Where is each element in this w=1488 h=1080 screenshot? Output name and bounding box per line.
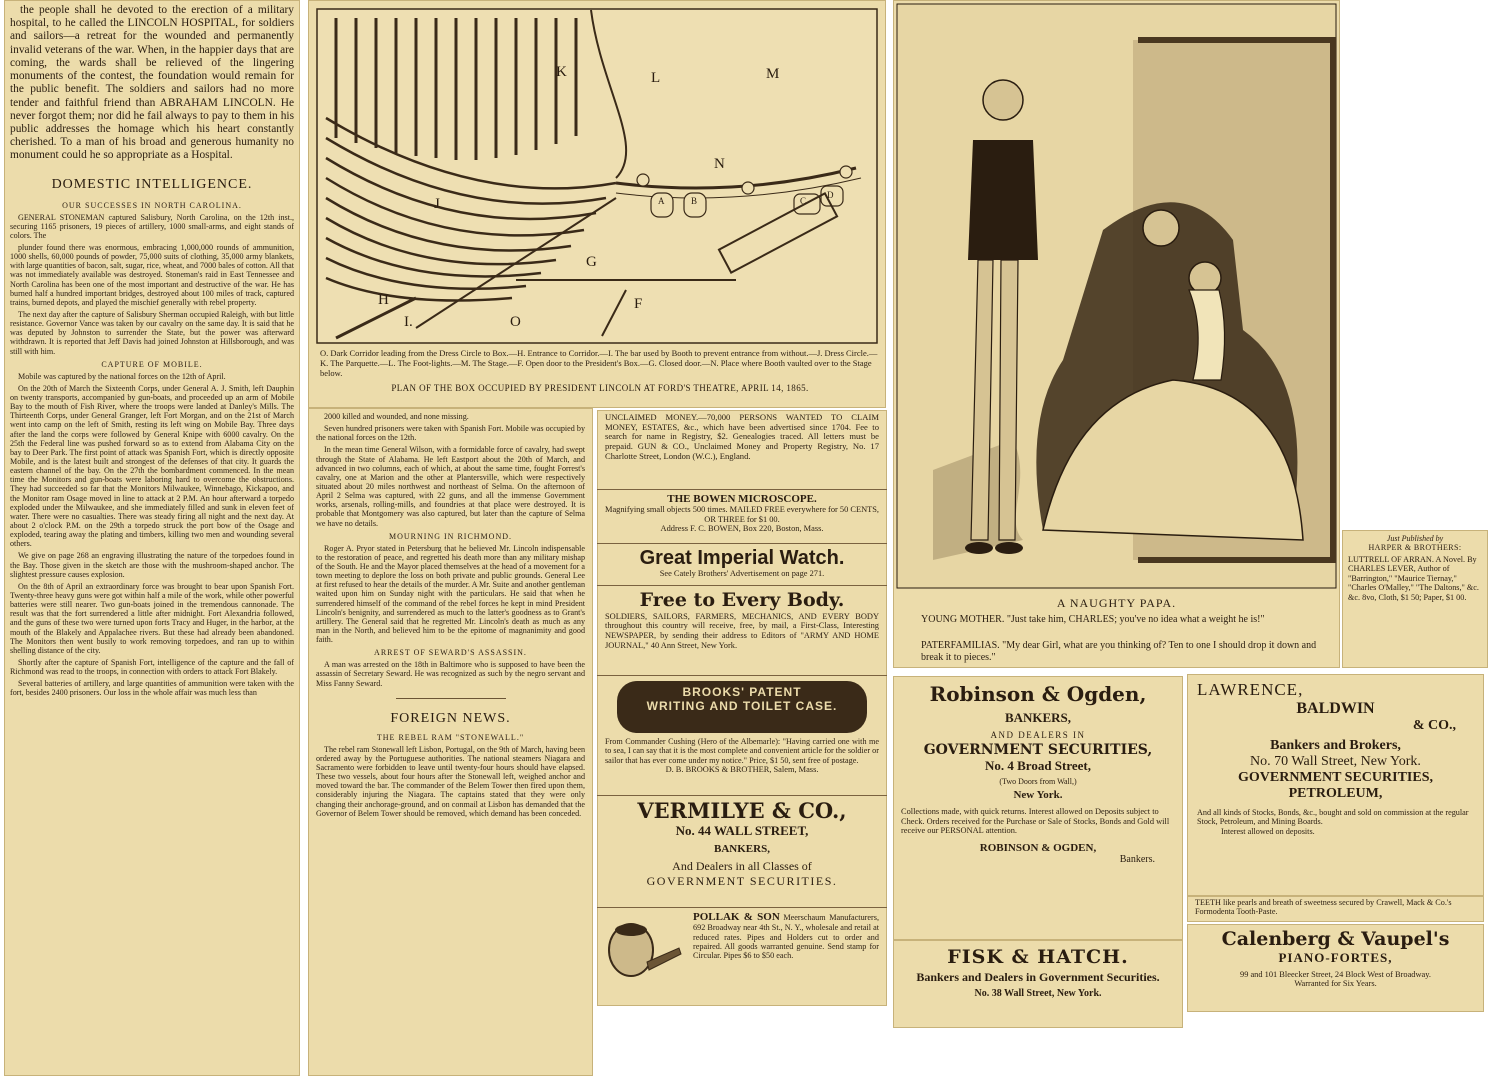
ad-title: Robinson & Ogden, [929, 682, 1147, 706]
clipping-naughty-papa-cartoon [893, 0, 1340, 668]
article-paragraph: We give on page 268 an engraving illustrating the nature of the torpedoes found in the Bay. Those given in the sketch are those with the mushroom-shaped anchor. The slightest pressure causes explosion. [10, 551, 294, 579]
ad-tail: Interest allowed on deposits. [1221, 826, 1315, 836]
ad-tail: Warranted for Six Years. [1294, 979, 1377, 988]
ad-line: (Two Doors from Wall,) [999, 777, 1077, 786]
article-subheading: MOURNING IN RICHMOND. [389, 531, 512, 541]
ad-signature: ROBINSON & OGDEN, [979, 841, 1097, 854]
ad-title: Great Imperial Watch. [639, 547, 845, 569]
ad-line: Bankers and Dealers in Government Securities. [916, 970, 1160, 984]
ad-address: No. 70 Wall Street, New York. [1250, 754, 1421, 769]
ad-address: No. 44 WALL STREET, [675, 823, 809, 839]
pipe-icon [603, 918, 683, 988]
clipping-theatre-plan [308, 0, 886, 408]
ad-body: Collections made, with quick returns. Interest allowed on Deposits subject to Check. Orders received for the Purchase or Sale of Stocks, Bonds and Gold will receive our PERSONAL attention. [901, 807, 1170, 836]
clipping-news-column [308, 408, 593, 1076]
ad-lawrence-baldwin [1187, 674, 1484, 896]
plan-label-d: D [827, 190, 834, 200]
ad-free-newspaper [597, 586, 887, 676]
article-paragraph: Shortly after the capture of Spanish Fort, intelligence of the capture and the fall of Richmond was read to the troops, in connection with orders to attack Fort Blakely. [10, 657, 294, 677]
plan-caption: O. Dark Corridor leading from the Dress Circle to Box.—H. Entrance to Corridor.—I. The bar used by Booth to prevent entrance from without.—J. Dress Circle.—K. The Parquette.—L. The Foot-lights.—M. The Stage.—F. Open door to the President's Box.—G. Closed door.—N. Place where Booth vaulted over to the Stage below. [320, 348, 878, 378]
notice-line: Just Published by [1386, 534, 1444, 543]
plan-title: PLAN OF THE BOX OCCUPIED BY PRESIDENT LINCOLN AT FORD'S THEATRE, APRIL 14, 1865. [391, 383, 809, 393]
theatre-plan-diagram [316, 8, 878, 344]
cartoon-caption-1: YOUNG MOTHER. "Just take him, CHARLES; you've no idea what a weight he is!" [921, 614, 1265, 625]
article-paragraph: A man was arrested on the 18th in Baltimore who is supposed to have been the assassin of Secretary Seward. He was recognized as such by the negro servant and Miss Fanny Seward. [316, 660, 585, 688]
article-paragraph: The rebel ram Stonewall left Lisbon, Portugal, on the 9th of March, having been ordered away by the Portuguese authorities. The national steamers Niagara and Sacramento were forbidden to leave until twenty-four hours should have elapsed. These two vessels, about four hours after the Stonewall left, weighed anchor and moved toward the bar. The commander of the Belem Tower then fired upon them, considerably injuring the Niagara. The captains stated that they were only changing their anchorage-ground, and on conmail at Lisbon has demanded that the Governor of Belem Tower should be removed, which demand has been conceded. [316, 744, 585, 818]
ad-line: Bankers and Brokers, [1270, 738, 1401, 753]
ad-signature-role: Bankers. [1119, 853, 1155, 865]
plan-label-o: O [510, 314, 521, 330]
ad-line: BANKERS, [714, 843, 770, 856]
ad-imperial-watch [597, 544, 887, 586]
ad-title: Free to Every Body. [639, 589, 845, 611]
plan-label-h: H [378, 292, 389, 308]
ad-bowen-microscope [597, 490, 887, 544]
ad-title: FISK & HATCH. [947, 946, 1129, 968]
ad-line: PIANO-FORTES, [1278, 950, 1393, 965]
article-paragraph: Mobile was captured by the national forces on the 12th of April. [18, 371, 226, 381]
ad-line: New York. [1013, 789, 1063, 801]
plan-label-c: C [800, 196, 807, 206]
article-paragraph: Roger A. Pryor stated in Petersburg that he believed Mr. Lincoln indispensable to the restoration of peace, and regretted his death more than any military mishap of the South. He and the Mayor placed themselves at the head of a movement for a town meeting to deplore the loss on both private and public grounds. General Lee at first refused to hear the details of the murder. A Mr. Suite and another gentleman waited upon him on Sunday night with the particulars. He said that when he surrendered himself of the command of the rebel forces he kept in mind President Lincoln's benignity, and surrendered as much to the latter's goodness as to Grant's artillery. The General said that he regretted Mr. Lincoln's death as much as any man in the North, and believed him to be the epitome of magnanimity and good faith. [316, 543, 585, 645]
ad-title: LAWRENCE, [1197, 680, 1304, 699]
ad-address: D. B. BROOKS & BROTHER, Salem, Mass. [665, 764, 819, 774]
ad-unclaimed-money: UNCLAIMED MONEY.—70,000 PERSONS WANTED TO CLAIM MONEY, ESTATES, &c., which have been advertised since 1704. Fee to search for name in Registry, $2. Genealogies traced. All letters must be prepaid. GUN & CO., Unclaimed Money and Property Registry, No. 17 Charlotte Street, London (W.C.), England. [597, 410, 887, 490]
ad-address: No. 4 Broad Street, [984, 758, 1092, 773]
ad-address: Address F. C. BOWEN, Box 220, Boston, Mass. [660, 524, 824, 534]
ad-calenberg-vaupel [1187, 924, 1484, 1012]
plan-label-g: G [586, 254, 597, 270]
ad-body: See Cately Brothers' Advertisement on page 271. [659, 569, 825, 578]
article-paragraph: On the 20th of March the Sixteenth Corps, under General A. J. Smith, left Dauphin on twenty transports, accompanied by gun-boats, and proceeded up an arm of Mobile Bay to the mouth of Fish River, where the troops were landed at Danley's Mills. The Thirteenth Corps, under General Granger, left Fort Morgan, and on the 21st of March went into camp on the left of Smith, resting its left wing on Mobile Bay. Three days after the land the corps were followed by General Knipe with 6000 cavalry. On the 25th the Federal line was pushed forward so as to extend from Alabama City on the bay to Deer Park. The first point of attack was Spanish Fort, which is directly opposite Mobile, and is the latest built and strongest of the defenses of that city. It guards the eastern channel of the bay. On the 27th the bombardment commenced. In the mean time the Monitors and gun-boats were laboring hard to overcome the obstructions. They had succeeded so far that the Monitors Milwaukee, Winnebago, Kickapoo, and the Monitor ram Osage moved in line to attack at 2 P.M. An hour afterward a torpedo exploded under the Milwaukee, and she immediately filled and sunk in eleven feet of water. There were no casualties. There was steady firing all night and the next day. At about 2 o'clock P.M. on the 29th a torpedo struck the port bow of the Osage and exploded, tearing away the plating and timbers, killing two men and wounding several others. [10, 383, 294, 549]
ad-line: AND DEALERS IN [990, 730, 1086, 740]
ad-title: & CO., [1412, 718, 1456, 733]
plan-label-m: M [766, 66, 780, 82]
section-heading-foreign: FOREIGN NEWS. [390, 710, 511, 726]
article-subheading: CAPTURE OF MOBILE. [101, 359, 203, 369]
article-paragraph: plunder found there was enormous, embracing 1,000,000 rounds of ammunition, 1000 shells, 60,000 pounds of powder, 75,000 suits of clothing, 35,000 army blankets, with large quantities of bacon, salt, sugar, rice, wheat, and 7000 bales of cotton. All that was not immediately available was destroyed. Stoneman's raid in East Tennessee and North Carolina has been one of the most important and destructive of the war. He has burned half a hundred important bridges, destroyed about 100 miles of track, captured trains, burned depots, and played the mischief generally with rebel property. [10, 243, 294, 307]
clipping-domestic-intelligence [4, 0, 300, 1076]
plan-label-b: B [691, 196, 698, 206]
ad-line: GOVERNMENT SECURITIES, [923, 742, 1153, 758]
plan-label-l: L [651, 70, 661, 86]
article-paragraph: In the mean time General Wilson, with a formidable force of cavalry, had swept through the State of Alabama. He left Eastport about the 20th of March, and advanced in two columns, each of which, at about the same time, fought Forrest's cavalry, one at Marion and the other at Plantersville, which were respectively situated about 20 miles northwest and northeast of Selma. On the afternoon of April 2 Selma was captured, with 22 guns, and all the immense Government works, arsenals, rolling-mills, and foundries at that place were destroyed. It is probable that Montgomery was also captured, but later than the capture of Selma we have no details. [316, 445, 585, 528]
ad-line: PETROLEUM, [1288, 786, 1383, 801]
case-label-top: BROOKS' PATENT [682, 685, 802, 699]
ad-body-wrap [693, 911, 879, 960]
ad-line: BANKERS, [1004, 710, 1072, 725]
article-paragraph: 2000 killed and wounded, and none missing. [324, 412, 469, 421]
article-subheading: THE REBEL RAM "STONEWALL." [376, 732, 525, 742]
plan-label-n: N [714, 156, 725, 172]
ad-body: TEETH like pearls and breath of sweetness secured by Crawell, Mack & Co.'s Formodenta Tooth-Paste. [1195, 898, 1452, 917]
ad-body: Meerschaum Manufacturers, 692 Broadway near 4th St., N. Y., wholesale and retail at reduced rates. Pipes and Holders cut to order and repaired. All goods warranted genuine. Send stamp for Circular. Pipes $6 to $50 each. [693, 913, 879, 961]
divider-rule [396, 698, 506, 699]
plan-label-k: K [556, 64, 567, 80]
article-subheading: OUR SUCCESSES IN NORTH CAROLINA. [62, 200, 242, 210]
plan-label-a: A [658, 196, 665, 206]
article-paragraph: The next day after the capture of Salisbury Sherman occupied Raleigh, with but little resistance. Governor Vance was taken by our cavalry on the same day. It is said that he was deputed by Johnston to surrender the State, but the power was afterward withdrawn. It is reported that Jeff Davis had joined Johnston at Hillsborough, and was still with him. [10, 310, 294, 356]
article-paragraph: On the 8th of April an extraordinary force was brought to bear upon Spanish Fort. Twenty-three heavy guns were got within half a mile of the work, while other powerful batteries were still nearer. Two gun-boats joined in the tremendous cannonade. The result was that the fort surrendered a little after midnight. Fort Alexandria followed, and the guns of these two were turned upon forts Tracy and Huger, in the harbor, at the mouth of the Blakely and Appalachee rivers. But these had already been abandoned. The Monitors then went busily to work removing torpedoes, and ran up to within shelling distance of the city. [10, 581, 294, 655]
ad-body: And Dealers in all Classes of [672, 859, 812, 874]
cartoon-title: A NAUGHTY PAPA. [1056, 596, 1177, 610]
clipping-advertisements [597, 410, 887, 1006]
case-label-bottom: WRITING AND TOILET CASE. [646, 699, 838, 713]
article-paragraph: Several batteries of artillery, and large quantities of ammunition were taken with the fort, besides 2400 prisoners. Our loss in the whole affair was much less than [10, 679, 294, 698]
ad-body: SOLDIERS, SAILORS, FARMERS, MECHANICS, AND EVERY BODY throughout this country will receive, free, by mail, a First-Class, Interesting NEWSPAPER, by sending their address to Editors of "ARMY AND HOME JOURNAL," 40 Ann Street, New York. [605, 611, 879, 650]
article-paragraph: Seven hundred prisoners were taken with Spanish Fort. Mobile was occupied by the national forces on the 12th. [316, 424, 585, 443]
article-paragraph: the people shall he devoted to the erection of a military hospital, to he called the LINCOLN HOSPITAL, for soldiers and sailors—a retreat for the wounded and permanently invalid veterans of the war. When, in the happier days that are coming, the wards shall be relieved of the lingering monuments of the contest, the foundation would remain for the public benefit. The soldiers and sailors had no more tender and faithful friend than ABRAHAM LINCOLN. He never forgot them; nor did he fail always to pay to them in his public addresses the homage which his heart constantly cherished. To a man of his broad and generous humanity no monument could he so appropriate as a Hospital. [10, 4, 294, 162]
notice-body: LUTTRELL OF ARRAN. A Novel. By CHARLES LEVER, Author of "Barrington," "Maurice Tiernay," "Charles O'Malley," "The Daltons," &c. &c. 8vo, Cloth, $1 50; Paper, $1 00. [1348, 555, 1479, 602]
ad-line: GOVERNMENT SECURITIES, [1237, 770, 1433, 785]
ad-vermilye [597, 796, 887, 908]
ad-robinson-ogden [893, 676, 1183, 940]
plan-label-f: F [634, 296, 643, 312]
engraving-illustration [893, 0, 1340, 590]
ad-address: 99 and 101 Bleecker Street, 24 Block West of Broadway. [1240, 970, 1431, 979]
ad-tooth-paste [1187, 896, 1484, 922]
ad-title: THE BOWEN MICROSCOPE. [667, 493, 817, 505]
ad-body: Magnifying small objects 500 times. MAILED FREE everywhere for 50 CENTS, OR THREE for $1 00. [605, 505, 880, 524]
clipping-harper-notice [1342, 530, 1488, 668]
plan-label-i: I. [404, 314, 413, 330]
ad-body: And all kinds of Stocks, Bonds, &c., bought and sold on commission at the regular Stock, Petroleum, and Mining Boards. [1197, 808, 1469, 827]
ad-tail: GOVERNMENT SECURITIES. [646, 874, 838, 889]
ad-title: VERMILYE & CO., [637, 798, 847, 823]
ad-fisk-hatch [893, 940, 1183, 1028]
ad-brooks-case [597, 676, 887, 796]
case-illustration [617, 681, 867, 733]
ad-pollak [597, 908, 887, 1000]
cartoon-caption-2: PATERFAMILIAS. "My dear Girl, what are you thinking of? Ten to one I should drop it down and break it to pieces." [921, 640, 1317, 663]
ad-title: BALDWIN [1296, 700, 1375, 717]
section-heading-domestic: DOMESTIC INTELLIGENCE. [51, 176, 253, 192]
article-paragraph: GENERAL STONEMAN captured Salisbury, North Carolina, on the 12th inst., securing 1165 prisoners, 19 pieces of artillery, 1000 small-arms, and eight stands of colors. The [10, 212, 294, 240]
notice-publisher: HARPER & BROTHERS: [1368, 543, 1462, 552]
plan-label-j: J [434, 196, 440, 212]
ad-address: No. 38 Wall Street, New York. [974, 988, 1102, 1000]
ad-title: POLLAK & SON [693, 911, 780, 923]
article-subheading: ARREST OF SEWARD'S ASSASSIN. [374, 648, 527, 658]
ad-body: From Commander Cushing (Hero of the Albemarle): "Having carried one with me to sea, I can say that it is the most complete and convenient article for the soldier or sailor that has ever come under my notice." Price, $1 50, sent free of postage. [605, 737, 879, 765]
ad-title: Calenberg & Vaupel's [1221, 928, 1450, 950]
